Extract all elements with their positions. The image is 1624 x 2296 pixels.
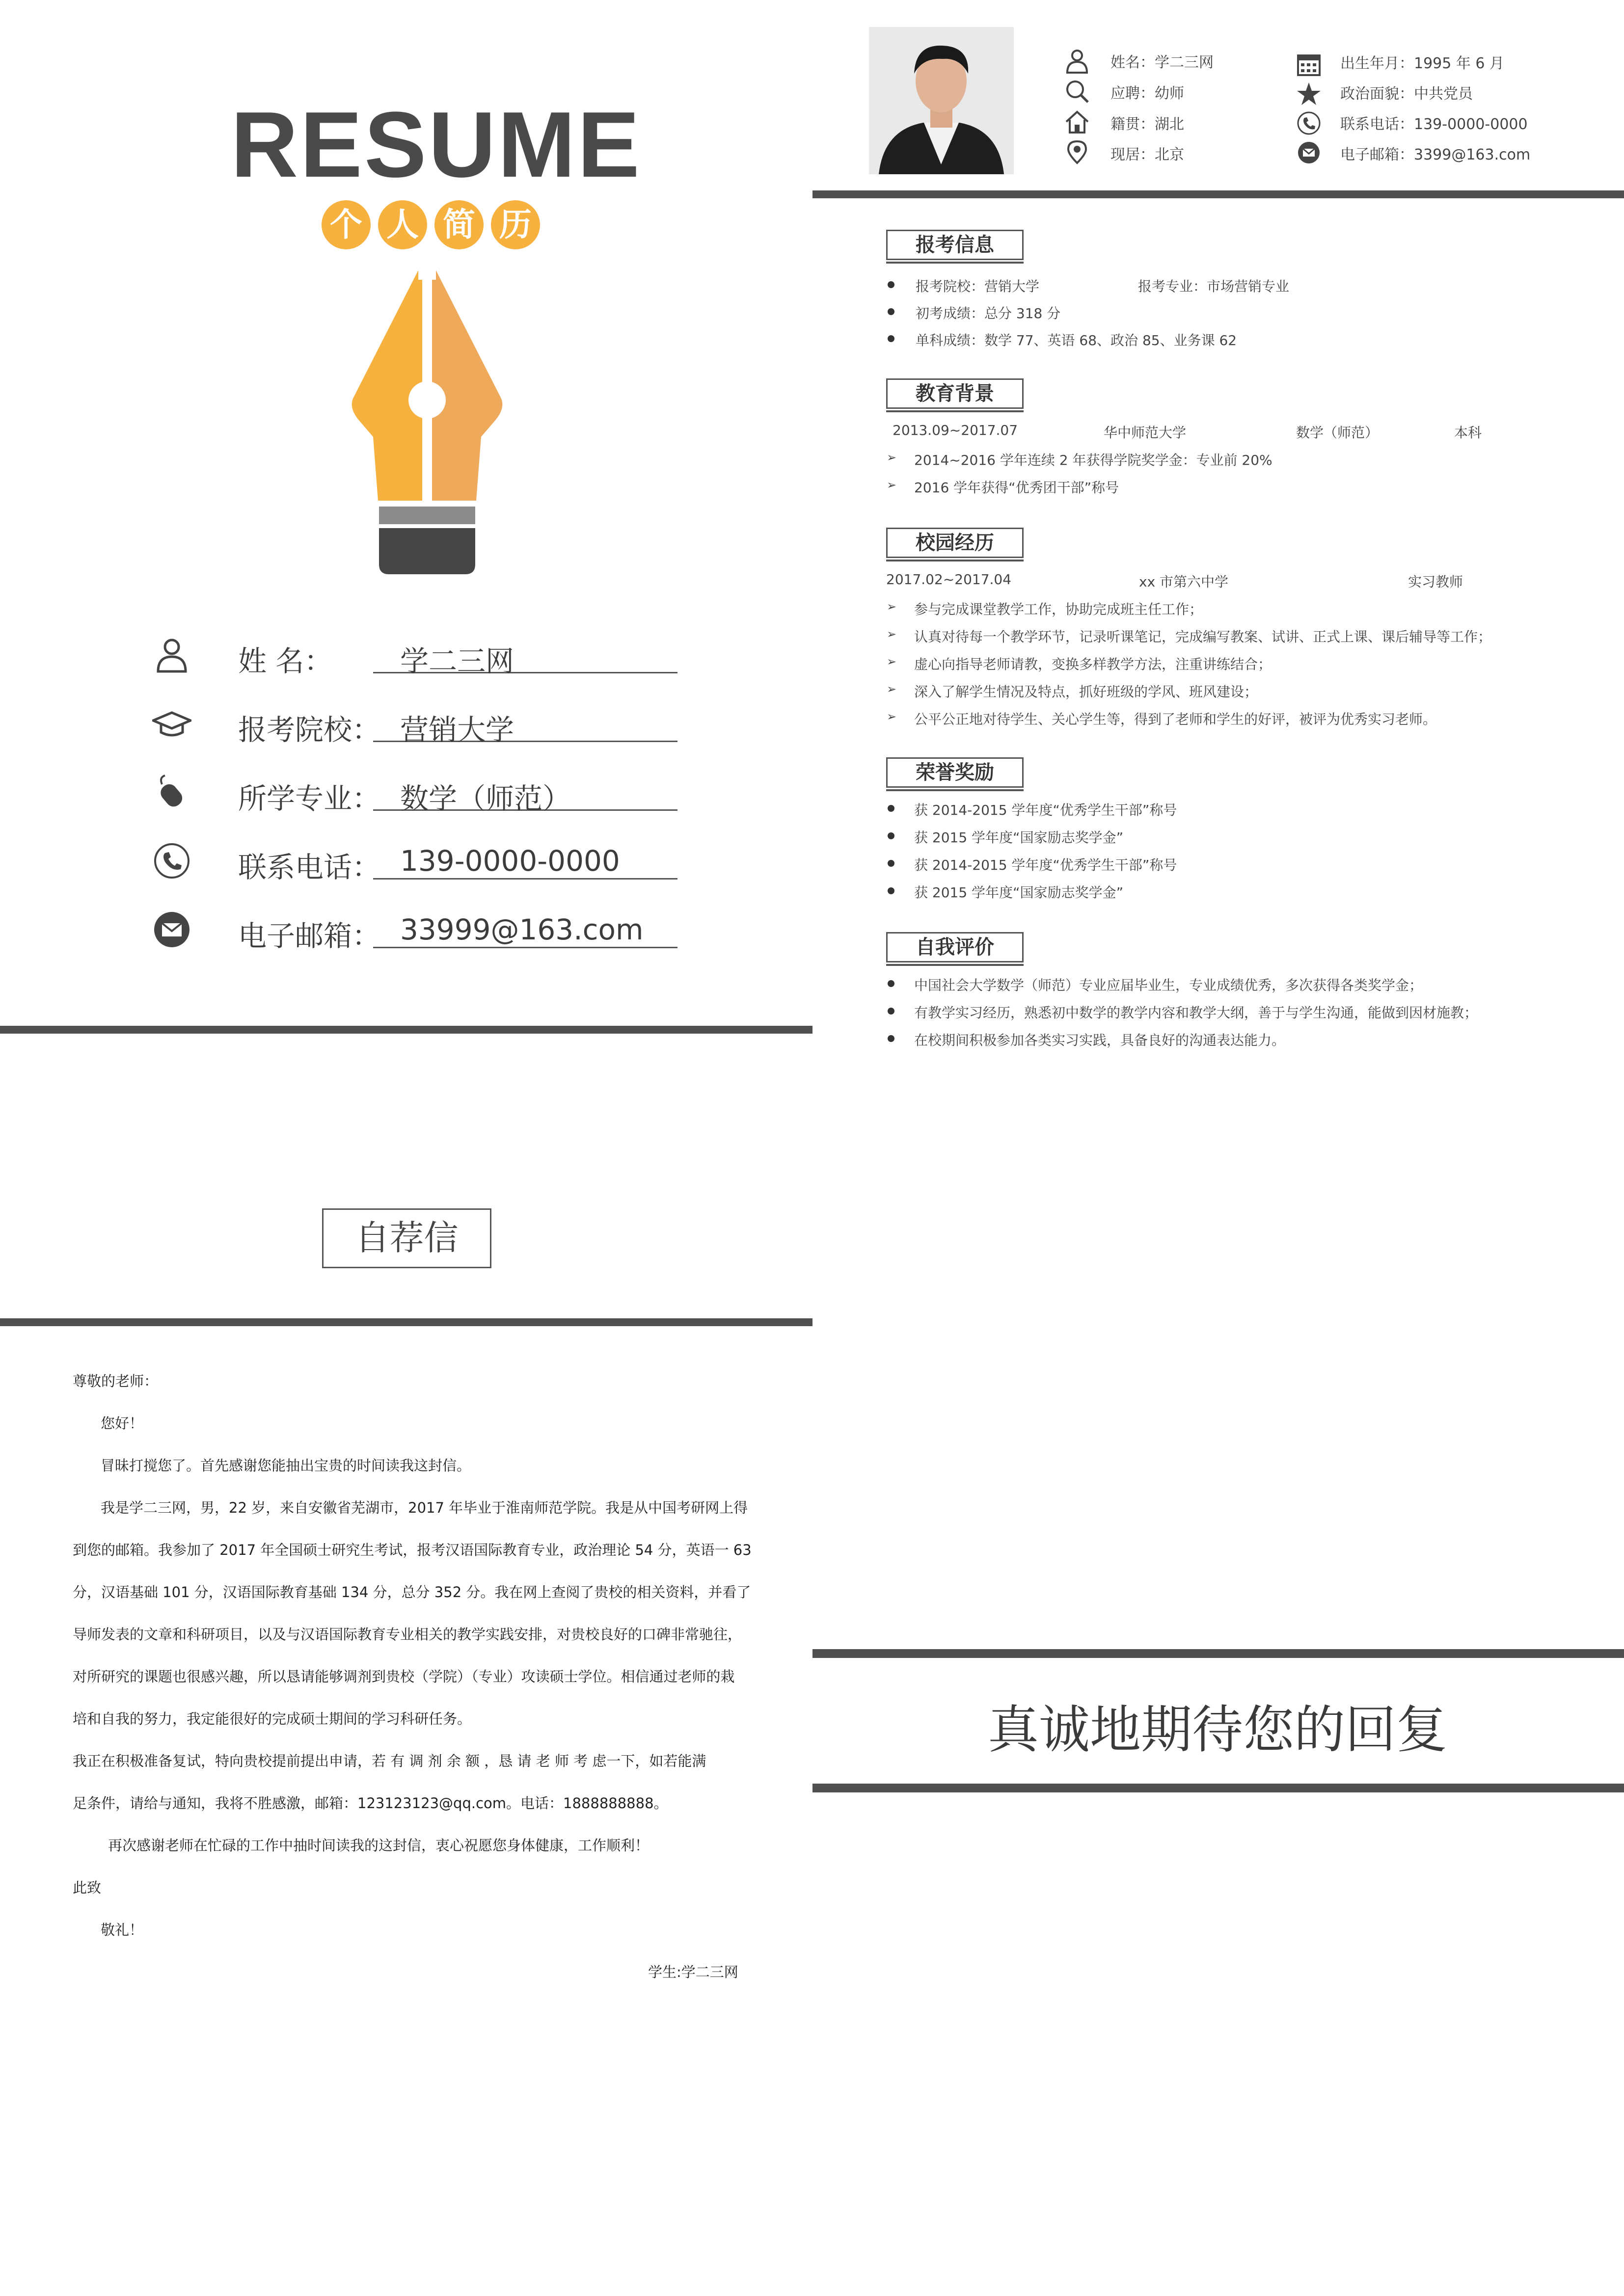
- mail-icon: [1296, 140, 1322, 165]
- section-title-campus: 校园经历: [886, 528, 1024, 558]
- cover-field-value: 33999@163.com: [373, 913, 677, 948]
- profile-residence: 现居：北京: [1110, 146, 1184, 163]
- campus-item: 认真对待每一个教学环节，记录听课笔记，完成编写教案、试讲、正式上课、课后辅导等工作；: [914, 629, 1492, 645]
- cover-field-major: [152, 767, 682, 816]
- education-major: 数学（师范）: [1296, 425, 1379, 441]
- cover-field-label: 联系电话：: [238, 851, 381, 884]
- fountain-pen-icon: [339, 255, 515, 579]
- campus-org: xx 市第六中学: [1139, 574, 1229, 590]
- divider-bar: [812, 190, 1624, 198]
- bullet: [888, 887, 894, 894]
- education-school: 华中师范大学: [1104, 425, 1187, 441]
- cover-field-label: 电子邮箱：: [238, 919, 381, 953]
- self-item: 有教学实习经历，熟悉初中数学的教学内容和教学大纲，善于与学生沟通，能做到因材施教；: [914, 1005, 1478, 1021]
- cover-field-value: 数学（师范）: [373, 775, 677, 811]
- subtitle-char: 个: [322, 200, 371, 249]
- closing-message: 真诚地期待您的回复: [987, 1700, 1447, 1760]
- exam-item: 初考成绩：总分 318 分: [916, 305, 1061, 321]
- cover-field-name: [152, 629, 682, 678]
- profile-political: 政治面貌：中共党员: [1340, 85, 1473, 103]
- self-item: 在校期间积极参加各类实习实践，具备良好的沟通表达能力。: [914, 1032, 1286, 1048]
- letter-line: 我是学二三网，男，22 岁，来自安徽省芜湖市，2017 年毕业于淮南师范学院。我是从中国考研网上得: [101, 1499, 748, 1516]
- user-icon: [1064, 48, 1090, 74]
- arrow-bullet-icon: ➢: [887, 683, 897, 696]
- letter-line: 冒昧打搅您了。首先感谢您能抽出宝贵的时间读我这封信。: [101, 1457, 471, 1474]
- letter-line: 我正在积极准备复试，特向贵校提前提出申请，若 有 调 剂 余 额 ，恳 请 老 师 考 虑一下，如若能满: [73, 1753, 706, 1769]
- honor-item: 获 2015 学年度“国家励志奖学金”: [914, 884, 1124, 901]
- bullet: [888, 308, 894, 315]
- campus-period: 2017.02~2017.04: [886, 571, 1012, 587]
- exam-school: 报考院校：营销大学: [916, 278, 1040, 294]
- cover-field-school: [152, 698, 682, 747]
- letter-closing: 此致: [73, 1879, 102, 1896]
- letter-line: 分，汉语基础 101 分，汉语国际教育基础 134 分，总分 352 分。我在网上查阅了贵校的相关资料，并看了: [73, 1584, 751, 1601]
- education-item: 2014~2016 学年连续 2 年获得学院奖学金：专业前 20%: [914, 452, 1272, 468]
- cover-field-value: 营销大学: [373, 707, 677, 742]
- bullet: [888, 1008, 894, 1015]
- arrow-bullet-icon: ➢: [887, 710, 897, 723]
- section-title-honors: 荣誉奖励: [886, 757, 1024, 788]
- divider-bar: [812, 1784, 1624, 1792]
- letter-line: 再次感谢老师在忙碌的工作中抽时间读我的这封信，衷心祝愿您身体健康，工作顺利！: [108, 1837, 650, 1854]
- letter-line: 培和自我的努力，我定能很好的完成硕士期间的学习科研任务。: [73, 1710, 472, 1727]
- exam-major: 报考专业：市场营销专业: [1138, 278, 1290, 294]
- bullet: [888, 980, 894, 987]
- bullet: [888, 832, 894, 839]
- letter-line: 您好！: [101, 1415, 144, 1432]
- section-title-exam: 报考信息: [886, 230, 1024, 260]
- letter-signature: 学生:学二三网: [648, 1964, 738, 1980]
- avatar: [869, 27, 1014, 174]
- profile-birth: 出生年月：1995 年 6 月: [1340, 55, 1505, 72]
- profile-position: 应聘：幼师: [1110, 85, 1184, 102]
- education-item: 2016 学年获得“优秀团干部”称号: [914, 480, 1119, 496]
- campus-item: 虚心向指导老师请教，变换多样教学方法，注重讲练结合；: [914, 656, 1272, 672]
- profile-phone: 联系电话：139-0000-0000: [1340, 116, 1528, 133]
- user-icon: [152, 635, 191, 674]
- subtitle-char: 人: [378, 200, 427, 249]
- arrow-bullet-icon: ➢: [887, 600, 897, 614]
- arrow-bullet-icon: ➢: [887, 628, 897, 641]
- campus-item: 公平公正地对待学生、关心学生等，得到了老师和学生的好评，被评为优秀实习老师。: [914, 711, 1437, 727]
- phone-icon: [152, 841, 191, 881]
- honor-item: 获 2014-2015 学年度“优秀学生干部”称号: [914, 857, 1177, 873]
- education-degree: 本科: [1454, 425, 1482, 441]
- letter-line: 导师发表的文章和科研项目，以及与汉语国际教育专业相关的教学实践安排，对贵校良好的口碑非常驰往，: [73, 1626, 742, 1643]
- cover-field-label: 姓 名：: [238, 644, 333, 678]
- divider-bar: [0, 1026, 812, 1034]
- cover-field-email: [152, 904, 682, 953]
- arrow-bullet-icon: ➢: [887, 451, 897, 464]
- letter-greeting: 尊敬的老师：: [73, 1373, 159, 1389]
- letter-line: 对所研究的课题也很感兴趣，所以恳请能够调剂到贵校（学院）（专业）攻读硕士学位。相信通过老师的栽: [73, 1668, 735, 1685]
- phone-icon: [1296, 110, 1322, 136]
- letter-line: 到您的邮箱。我参加了 2017 年全国硕士研究生考试，报考汉语国际教育专业，政治理论 54 分，英语一 63: [73, 1542, 752, 1558]
- honor-item: 获 2014-2015 学年度“优秀学生干部”称号: [914, 802, 1177, 818]
- cover-field-phone: [152, 835, 682, 884]
- divider-bar: [0, 1318, 812, 1326]
- bullet: [888, 860, 894, 867]
- arrow-bullet-icon: ➢: [887, 655, 897, 668]
- profile-name: 姓名：学二三网: [1110, 54, 1214, 71]
- divider-bar: [812, 1649, 1624, 1658]
- cover-field-value: 139-0000-0000: [373, 844, 677, 880]
- bullet: [888, 805, 894, 812]
- calendar-icon: [1296, 52, 1322, 77]
- subtitle-char: 历: [491, 200, 540, 249]
- subtitle-char: 简: [434, 200, 484, 249]
- profile-email: 电子邮箱：3399@163.com: [1340, 146, 1531, 163]
- arrow-bullet-icon: ➢: [887, 479, 897, 492]
- cover-field-label: 报考院校：: [238, 713, 381, 747]
- bullet: [888, 281, 894, 288]
- cover-field-value: 学二三网: [373, 638, 677, 673]
- home-icon: [1064, 109, 1090, 134]
- campus-role: 实习教师: [1408, 574, 1463, 590]
- campus-item: 深入了解学生情况及特点，抓好班级的学风、班风建设；: [914, 684, 1258, 700]
- section-title-education: 教育背景: [886, 378, 1024, 409]
- honor-item: 获 2015 学年度“国家励志奖学金”: [914, 829, 1124, 846]
- self-item: 中国社会大学数学（师范）专业应届毕业生，专业成绩优秀，多次获得各类奖学金；: [914, 977, 1423, 993]
- letter-title: 自荐信: [322, 1208, 491, 1268]
- bullet: [888, 335, 894, 342]
- location-pin-icon: [1064, 139, 1090, 165]
- cover-field-label: 所学专业：: [238, 782, 381, 815]
- exam-item: 单科成绩：数学 77、英语 68、政治 85、业务课 62: [916, 332, 1237, 348]
- bullet: [888, 1035, 894, 1042]
- letter-line: 足条件，请给与通知，我将不胜感激，邮箱：123123123@qq.com。电话：1888888888。: [73, 1795, 668, 1812]
- search-person-icon: [1064, 79, 1090, 104]
- campus-item: 参与完成课堂教学工作，协助完成班主任工作；: [914, 601, 1203, 617]
- education-period: 2013.09~2017.07: [893, 422, 1018, 438]
- letter-closing: 敬礼！: [101, 1922, 144, 1938]
- mouse-icon: [152, 773, 191, 812]
- profile-hometown: 籍贯：湖北: [1110, 116, 1184, 133]
- star-icon: [1296, 81, 1322, 107]
- resume-title: RESUME: [231, 93, 642, 197]
- graduation-cap-icon: [152, 704, 191, 743]
- mail-icon: [152, 910, 191, 949]
- section-title-self: 自我评价: [886, 932, 1024, 962]
